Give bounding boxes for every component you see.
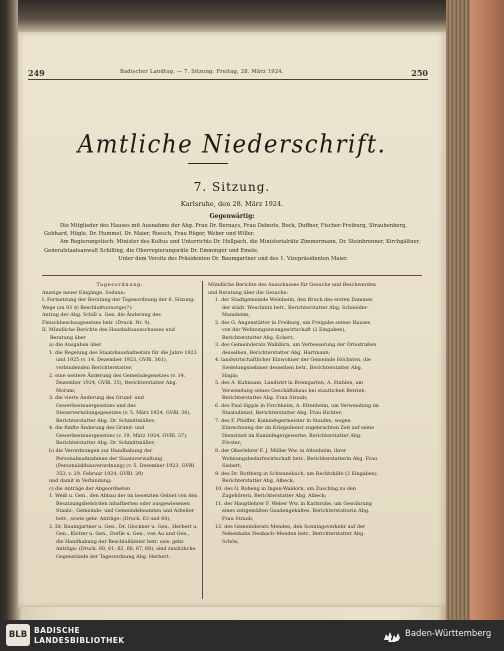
left-entry: c) die Anträge der Abgeordneten <box>49 485 131 492</box>
attendance-members: Die Mitglieder des Hauses mit Ausnahme der Abg. Frau Dr. Bernays, Frau Deberle, Bock, Duffner, Fischer-Freiburg, Straubenberg, Gebhard, Hügle, Dr. Hummel, Dr. Maier, Roesch, Frau Rüger, Weber und Willer. <box>44 223 407 238</box>
present-label: Gegenwärtig: <box>209 213 255 220</box>
right-entry: 5. des A. Kuhmann, Landwirt in Bremgarten, A. Stahlen, um Verwendung seines Geschäftsbaus bei staatlichen Betrieb, Berichterstatter Abg. Frau Straub; <box>215 380 366 402</box>
left-entry: Anzeige neuer Eingänge. Sodann: <box>42 289 126 296</box>
agenda-column-right <box>208 282 380 546</box>
left-entry: 1. Weiß u. Gen., den Abbau der im besetzten Gebiet von den Besatzungsbehörden inhaftierten oder ausgewiesenen Staats-, Gemeinde- und Gemeindebeamten und Arbeiter betr., sowie gehr. Anträge: (Druck. 63 und 64), <box>49 493 198 522</box>
right-entry: 2. des G. Angenstätter in Freiburg, um Freigabe seines Hauses von der Wohnungszwangswirtschaft (2 Eingaben), Berichterstatter Abg. Eckert; <box>215 319 371 341</box>
bw-label[interactable]: Baden-Württemberg <box>405 629 492 639</box>
right-entry: 4. landwirtschaftlicher Einwohner der Gemeinde Höchsten, die Siedelungsnehmer desselben betr., Berichterstatter Abg. Hagin; <box>215 357 371 379</box>
running-head <box>28 68 428 78</box>
page-number-left: 249 <box>28 68 45 78</box>
right-entry: 10. des O. Roheng in Ingen-Waldorn, um Zuschlag zu den Zugehörern, Berichterstatter Abg. Albeck; <box>215 485 356 500</box>
running-title: Badischer Landtag. — 7. Sitzung. Freitag, 28. März 1924. <box>120 69 284 75</box>
right-entry: 6. des Paul Sipple in Forchheim, A. Ettenheim, um Verwendung im Staatsdienst, Berichterstatter Abg. Frau Richter; <box>215 402 379 417</box>
left-entry: 2. Dr. Baumgartner u. Gen., Dr. Glockner u. Gen., Herbert u. Gen., Klotter u. Gen., Dorlle u. Gen., von Au und Gen., die Handhabung der Beschlußämter betr. usw. gehr. Anträge: (Druck. 60, 61, 62, 66, 67, 68), sind zusätzliche Gegenstände der Tagesordnung Abg. Herbert. <box>49 523 198 560</box>
right-entry: 1. der Stadtgemeinde Weinheim, den Bruch des ersten Dammes der städt. Weschnitz betr., Berichterstatter Abg. Schneider-Mannheim; <box>215 297 373 319</box>
right-entry: 9. des Dr. Rottberg in Schwanebach, um Rechtshilfe (2 Eingaben), Berichterstatter Abg. Albeck; <box>215 470 379 485</box>
right-entry: 11. der Hauptlehrer F. Weber Ww. in Karlsruhe, um Gewährung eines zeitgemäßen Gnadengehaltes, Berichterstatterin Abg. Frau Straub; <box>215 500 372 522</box>
left-entry: 4. die fünfte Änderung des Grund- und Gewerbesteuergesetzes (v. 19. März 1924, GVBl. 37), Berichterstatter Abg. Dr. Schmittmüller; <box>49 425 188 447</box>
left-entry: a) die Ausgaben über <box>49 342 102 349</box>
column-divider <box>202 281 203 599</box>
agenda-column-left <box>42 282 198 561</box>
library-name-line2[interactable]: LANDESBIBLIOTHEK <box>34 636 125 645</box>
left-entry: 1. die Regelung des Staatshaushaltsetats für die Jahre 1923 und 1925 (v. 14. Dezember 1923, GVBl. 361), verbindenden Berichterstatter; <box>49 349 197 372</box>
attendance-block <box>44 222 422 263</box>
attendance-government: Am Regierungstisch: Minister des Kultus und Unterrichts Dr. Hellpach, die Ministerialräte Zimmermann, Dr. Steinbrenner, Kirchgäßner, Generalstaatsanwalt Schilling, die Oberregierungsräte Dr. Emminger und Emele. <box>44 239 421 254</box>
left-entry: Antrag der Abg. Schill u. Gen. die Änderung des Fleischbeschaugesetzes betr. (Druck. Nr. 9). <box>42 312 161 326</box>
right-entry: 7. des F. Pfeiffer, Kaminfegermeister in Staufen, wegen Einrechnung der im Kriegsdienst zugebrachten Zeit auf seine Dienstzeit im Kaminfegergewerbe, Berichterstatter Abg. Förster; <box>215 417 375 447</box>
right-entry: Mündliche Berichte des Ausschusses für Gesuche und Beschwerden und Beratung über die Gesuche: <box>208 282 376 296</box>
left-entry: II. Mündliche Berichte des Haushaltsausschusses und Beratung über <box>42 327 175 341</box>
document-title: Amtliche Niederschrift. <box>77 130 387 160</box>
section-rule <box>42 275 422 276</box>
left-entry: Wege (zu 93 d) Beschlußvorsorge(?): <box>42 304 133 311</box>
date-line: Karlsruhe, den 28. März 1924. <box>180 200 284 208</box>
right-entry: 8. der Oberlehrer F. J. Müller Ww. in Altenheim, ihrer Wohnungsbedarfswirtschaft betr., Berichterstatterin Abg. Frau Siebert; <box>215 448 378 470</box>
page-number-right: 250 <box>411 68 428 78</box>
left-entry: Tagesordnung: <box>96 282 144 288</box>
header-rule <box>28 79 428 80</box>
left-entry: I. Fortsetzung der Beratung der Tagesordnung der 6. Sitzung: <box>42 297 195 304</box>
left-entry: 3. die vierte Änderung des Grund- und Gewerbesteuergesetzes und des Steuerverteilungsgesetzes (v. 5. März 1924, GVBl. 36), Berichterstatter Abg. Dr. Schmittmüller; <box>49 395 191 424</box>
session-heading: 7. Sitzung. <box>193 180 271 194</box>
page-top-edge <box>18 0 446 32</box>
left-entry: b) die Verordnungen zur Handhabung der Personalmaßnahmen der Staatsverwaltung (Personalabbauverordnung) (v. 5. Dezember 1923, GVBl. 353; v. 29. Februar 1924, GVBl. 29) <box>49 448 196 477</box>
right-entry: 12. des Gemeinderats Menden, den Sonntagsverkehr auf der Nebenbahn Neubach–Menden betr., Berichterstatter Abg. Schön; <box>215 523 366 545</box>
bw-lions-icon[interactable] <box>382 628 402 644</box>
attendance-chair: Unter dem Vorsitz des Präsidenten Dr. Baumgartner und des 1. Vizepräsidenten Maier. <box>118 255 348 262</box>
blb-logo-icon[interactable]: BLB <box>6 624 30 646</box>
title-rule <box>188 163 228 164</box>
book-cover-edge <box>470 0 504 620</box>
library-footer-bar <box>0 620 504 651</box>
right-entry: 3. des Gemeinderats Walldürn, um Verbesserung der Ortsstraßen desselben, Berichterstatter Abg. Hartmann; <box>215 342 377 356</box>
left-entry: 2. eine weitere Änderung des Gemeindegesetzes (v. 14. Dezember 1924, GVBl. 35), Berichterstatter Abg. Morum; <box>49 372 186 394</box>
left-entry: und damit in Verbindung: <box>49 478 112 485</box>
library-name-line1[interactable]: BADISCHE <box>34 626 81 635</box>
